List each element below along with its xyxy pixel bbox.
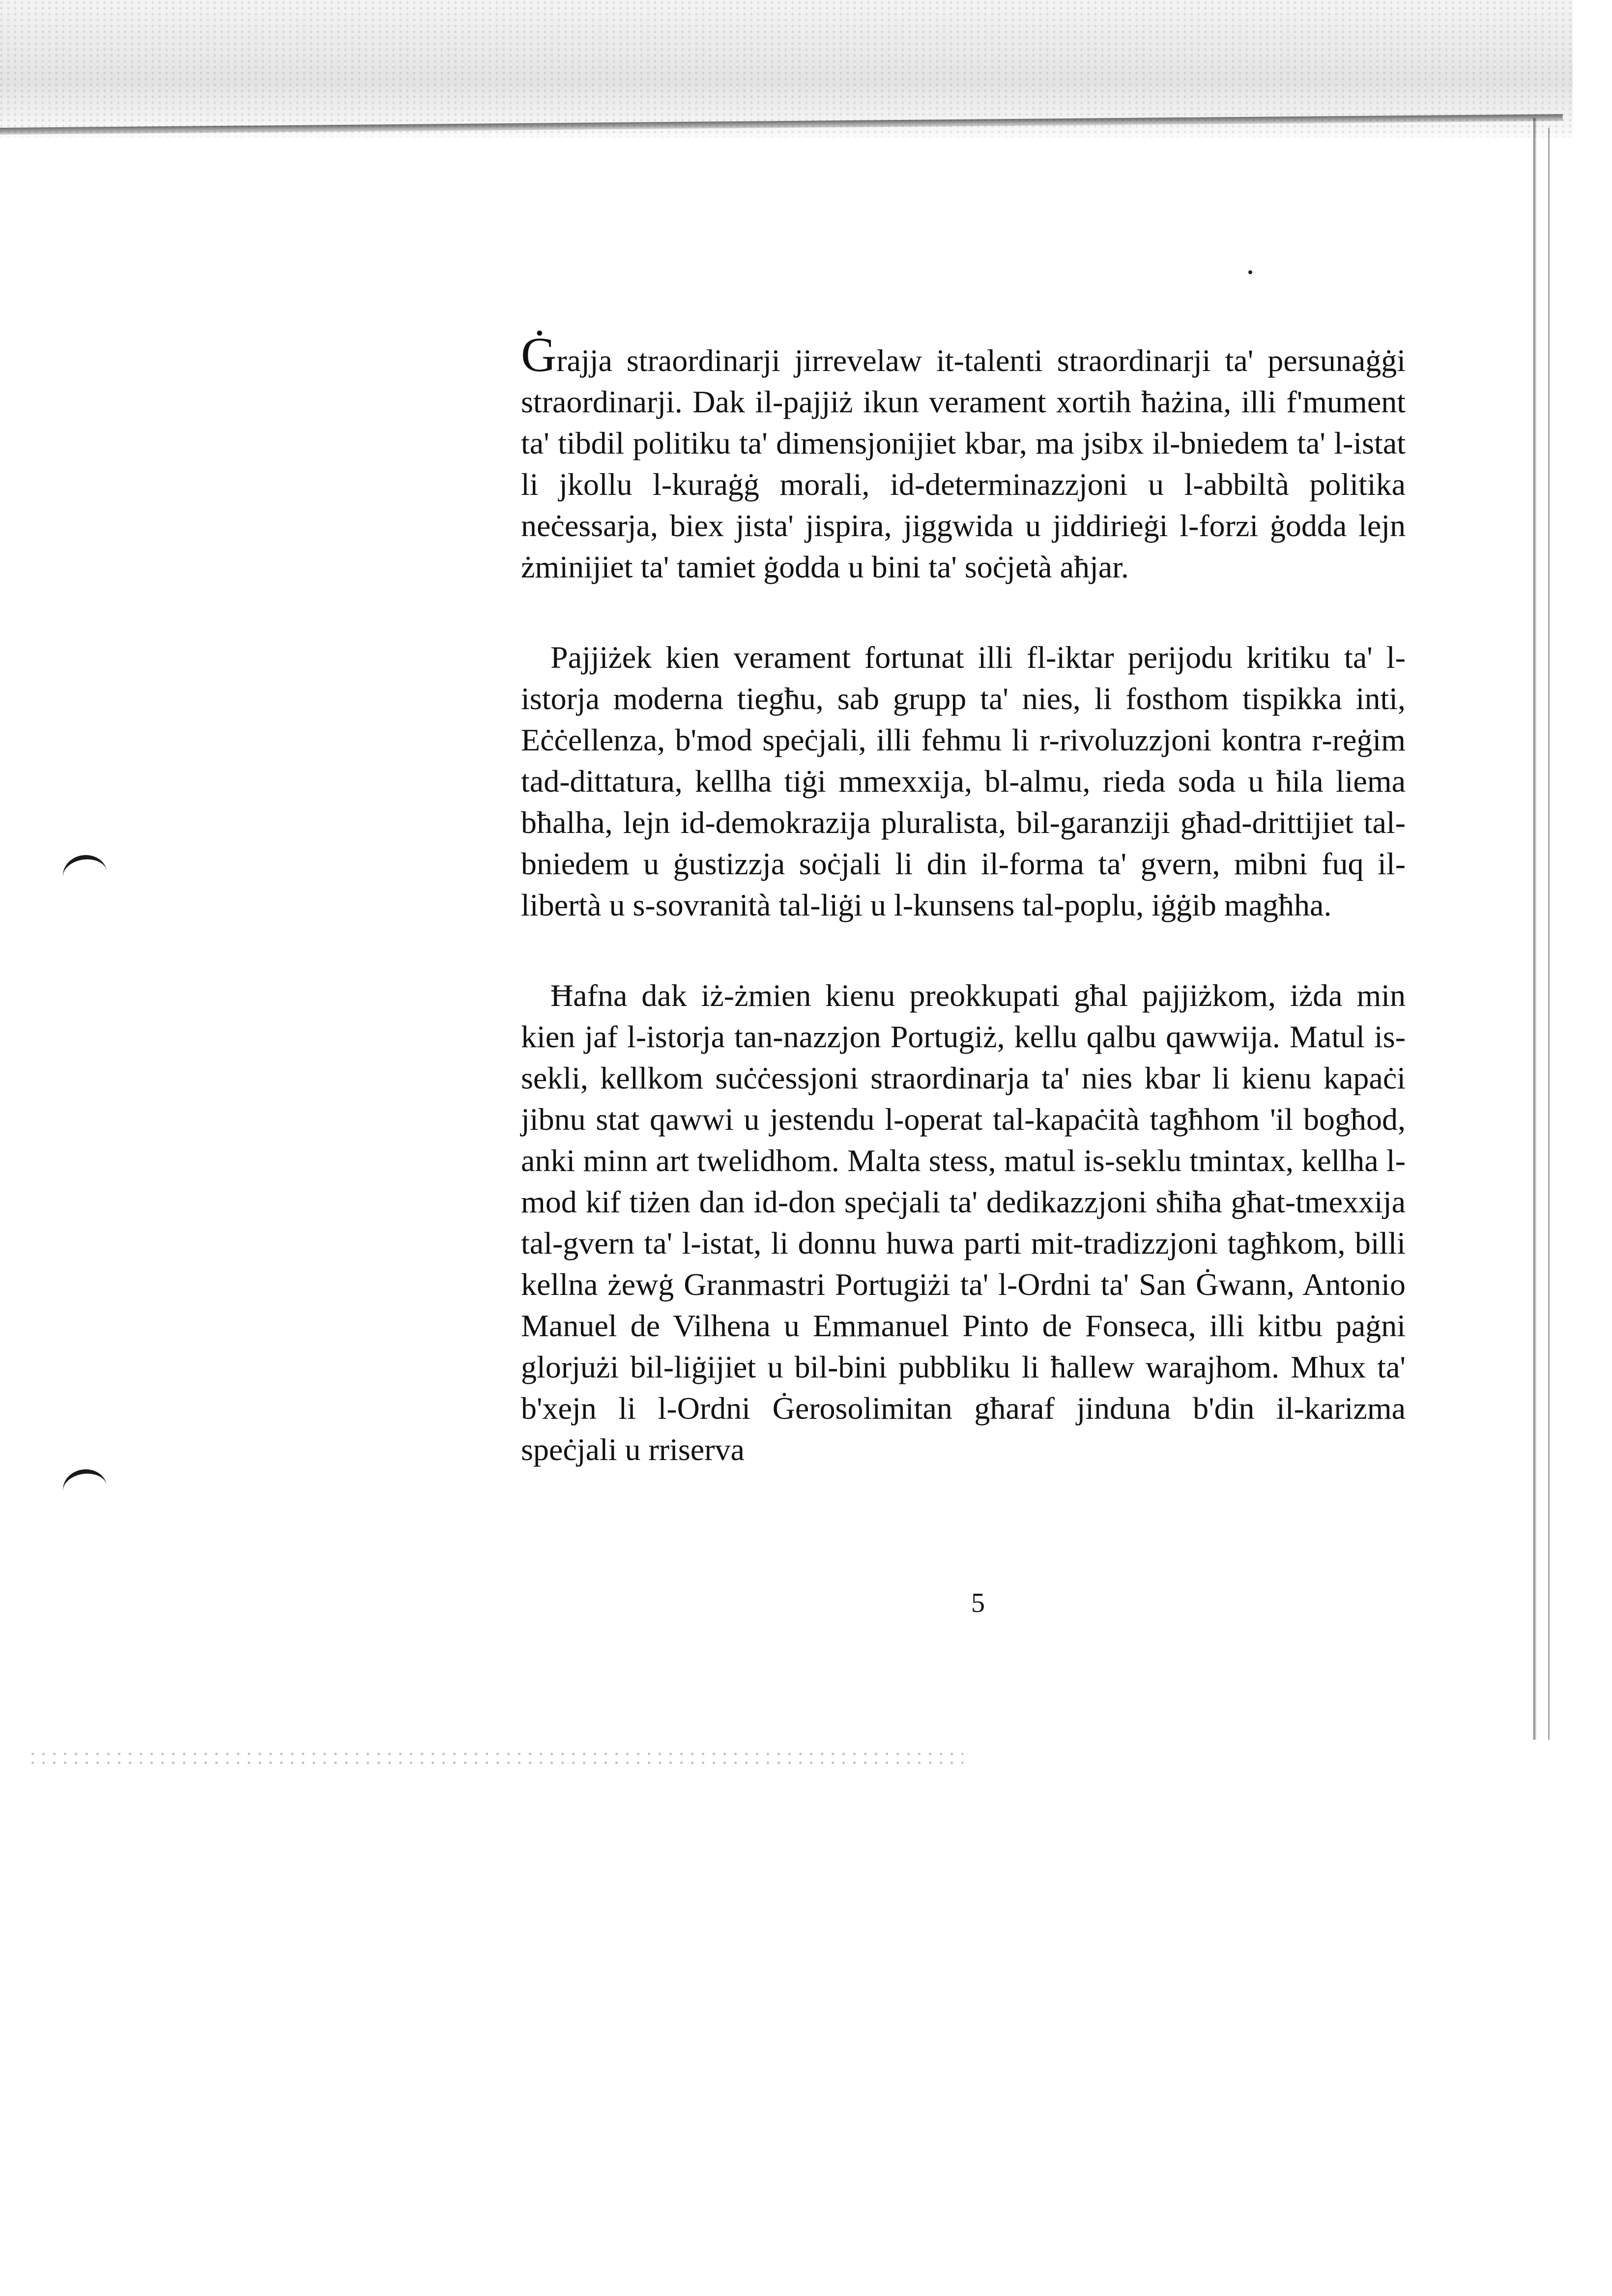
page-number: 5 — [971, 1588, 985, 1618]
paragraph-2 — [521, 637, 1406, 926]
drop-cap: Ġ — [521, 327, 557, 382]
punch-hole-mark — [60, 1466, 110, 1511]
paragraph-text: rajja straordinarji jirrevelaw it-talenti straordinarji ta' persunaġġi straordinarji. Dak il-pajjiż ikun verament xortih ħażina, illi f'mument ta' tibdil politiku ta' dimensjonijiet kbar, ma jsibx il-bniedem ta' l-istat li jkollu l-kuraġġ morali, id-determinazzjoni u l-abbiltà politika neċessarja, biex jista' jispira, jiggwida u jiddirieġi l-forzi ġodda lejn żminijiet ta' tamiet ġodda u bini ta' soċjetà aħjar. — [521, 343, 1406, 584]
scan-edge-right — [1533, 118, 1536, 1740]
punch-hole-mark — [60, 852, 110, 897]
paragraph-3 — [521, 975, 1406, 1470]
scan-noise-bottom — [29, 1750, 963, 1769]
speck-mark — [1248, 270, 1252, 274]
paragraph-1 — [521, 327, 1406, 588]
paragraph-text: Pajjiżek kien verament fortunat illi fl-iktar perijodu kritiku ta' l-istorja moderna tiegħu, sab grupp ta' nies, li fosthom tispikka inti, Eċċellenza, b'mod speċjali, illi fehmu li r-rivoluzzjoni kontra r-reġim tad-dittatura, kellha tiġi mmexxija, bl-almu, rieda soda u ħila liema bħalha, lejn id-demokrazija pluralista, bil-garanziji għad-drittijiet tal-bniedem u ġustizzja soċjali li din il-forma ta' gvern, mibni fuq il-libertà u s-sovranità tal-liġi u l-kunsens tal-poplu, iġġib magħha. — [521, 640, 1406, 922]
paragraph-text: Ħafna dak iż-żmien kienu preokkupati għal pajjiżkom, iżda min kien jaf l-istorja tan-nazzjon Portugiż, kellu qalbu qawwija. Matul is-sekli, kellkom suċċessjoni straordinarja ta' nies kbar li kienu kapaċi jibnu stat qawwi u jestendu l-operat tal-kapaċità tagħhom 'il bogħod, anki minn art twelidhom. Malta stess, matul is-seklu tmintax, kellha l-mod kif tiżen dan id-don speċjali ta' dedikazzjoni sħiħa għat-tmexxija tal-gvern ta' l-istat, li donnu huwa parti mit-tradizzjoni tagħkom, billi kellna żewġ Granmastri Portugiżi ta' l-Ordni ta' San Ġwann, Antonio Manuel de Vilhena u Emmanuel Pinto de Fonseca, illi kitbu paġni glorjużi bil-liġijiet u bil-bini pubbliku li ħallew warajhom. Mhux ta' b'xejn li l-Ordni Ġerosolimitan għaraf jinduna b'din il-karizma speċjali u rriserva — [521, 978, 1406, 1467]
document-body — [521, 327, 1406, 1520]
scan-edge-right-inner — [1548, 128, 1550, 1740]
